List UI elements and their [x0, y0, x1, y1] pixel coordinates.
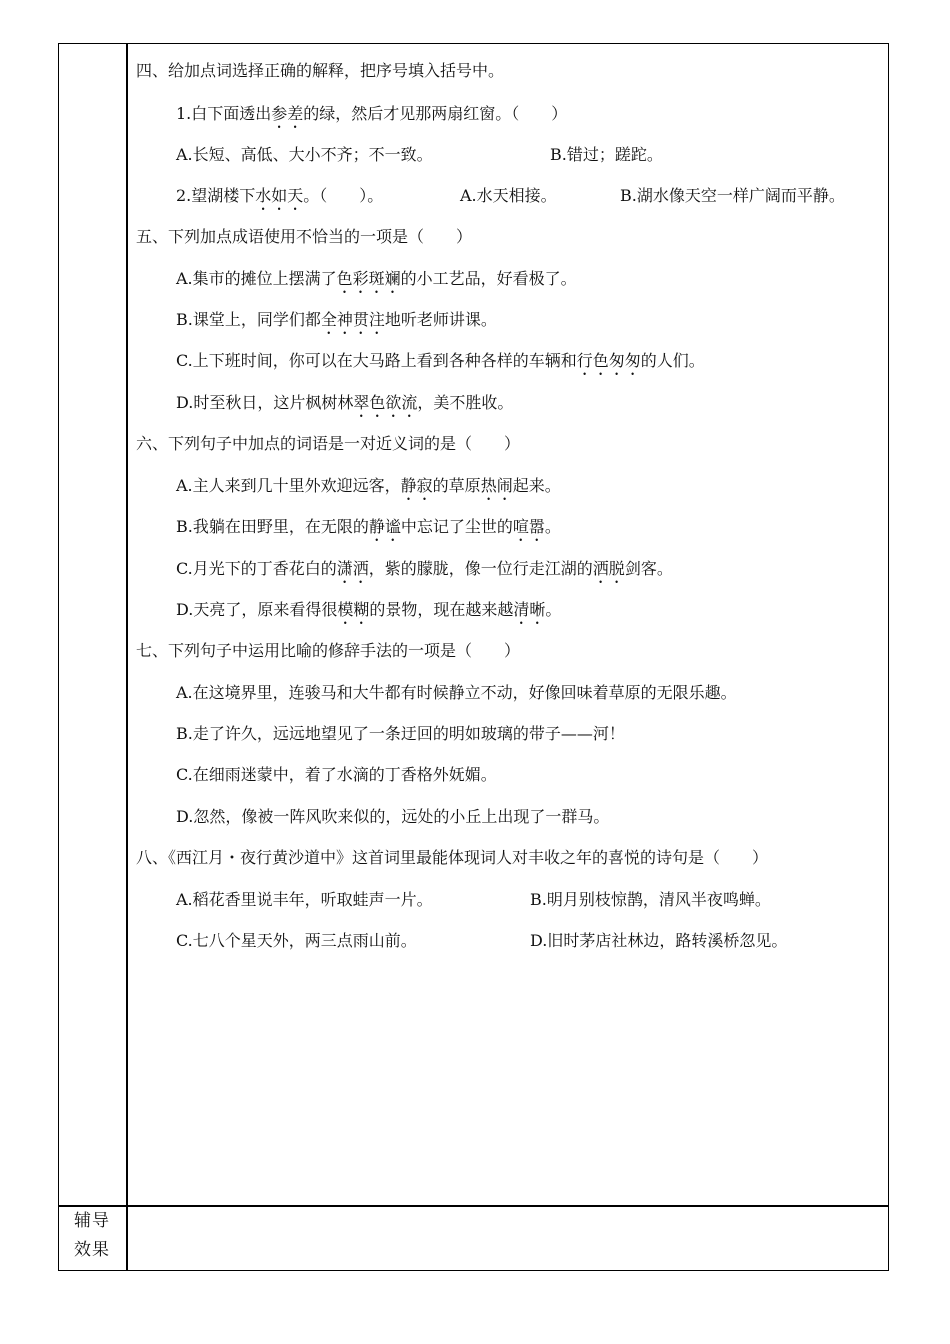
q5-option-d — [176, 392, 513, 421]
dotted-word: 洒脱 — [592, 559, 625, 578]
q4-item1 — [176, 103, 567, 132]
text: D.天亮了，原来看得很 — [176, 600, 338, 619]
text: 1.白下面透出 — [176, 104, 272, 123]
text: C.上下班时间，你可以在大马路上看到各种各样的车辆和 — [176, 351, 577, 370]
dotted-word: 水如天 — [255, 186, 304, 205]
dotted-word: 行色匆匆 — [576, 351, 641, 370]
q7-heading: 七、下列句子中运用比喻的修辞手法的一项是（ ） — [136, 641, 521, 660]
q7-option-d: D.忽然，像被一阵风吹来似的，远处的小丘上出现了一群马。 — [176, 807, 610, 826]
text: 的人们。 — [640, 351, 705, 370]
text: D.时至秋日，这片枫树林 — [176, 393, 354, 412]
text: 起来。 — [512, 476, 561, 495]
text: A.集市的摊位上摆满了 — [176, 269, 337, 288]
dotted-word: 翠色欲流 — [353, 393, 418, 412]
text: C.月光下的丁香花白的 — [176, 559, 337, 578]
text: 。（ ）。 — [303, 186, 384, 205]
q6-heading: 六、下列句子中加点的词语是一对近义词的是（ ） — [136, 434, 521, 453]
q4-option-a: A.长短、高低、大小不齐；不一致。 — [176, 145, 433, 164]
text: ，美不胜收。 — [417, 393, 514, 412]
q7-option-b: B.走了许久，远远地望见了一条迂回的明如玻璃的带子——河！ — [176, 724, 625, 743]
dotted-word: 静寂 — [400, 476, 433, 495]
text: 的景物，现在越来越 — [369, 600, 514, 619]
q5-option-b — [176, 309, 497, 338]
text: 剑客。 — [624, 559, 673, 578]
text: 的小工艺品，好看极了。 — [400, 269, 577, 288]
dotted-word: 热闹 — [480, 476, 513, 495]
q8-option-d: D.旧时茅店社林边，路转溪桥忽见。 — [530, 931, 788, 950]
q8-option-a: A.稻花香里说丰年，听取蛙声一片。 — [176, 890, 433, 909]
dotted-word: 色彩斑斓 — [336, 269, 401, 288]
dotted-word: 潇洒 — [336, 559, 369, 578]
text: 的草原 — [432, 476, 481, 495]
text: ，紫的朦胧，像一位行走江湖的 — [368, 559, 593, 578]
q4-item2 — [176, 185, 383, 214]
q4-item2-option-a: A.水天相接。 — [460, 186, 557, 205]
q8-option-c: C.七八个星天外，两三点雨山前。 — [176, 931, 417, 950]
q6-option-a — [176, 475, 561, 504]
text: 2.望湖楼下 — [176, 186, 256, 205]
text: 。 — [544, 517, 561, 536]
tutoring-effect-label — [58, 1207, 126, 1271]
label-line-2: 效果 — [74, 1240, 110, 1260]
label-line-1: 辅导 — [74, 1211, 110, 1231]
dotted-word: 静谧 — [368, 517, 401, 536]
q7-option-a: A.在这境界里，连骏马和大牛都有时候静立不动，好像回味着草原的无限乐趣。 — [176, 683, 737, 702]
dotted-word: 全神贯注 — [320, 310, 385, 329]
q5-option-c — [176, 350, 705, 379]
text: 。 — [545, 600, 562, 619]
dotted-word: 清晰 — [513, 600, 546, 619]
dotted-word: 参差 — [271, 104, 304, 123]
text: 地听老师讲课。 — [384, 310, 497, 329]
q4-heading: 四、给加点词选择正确的解释，把序号填入括号中。 — [136, 61, 505, 80]
text: A.主人来到几十里外欢迎远客， — [176, 476, 401, 495]
q8-option-b: B.明月别枝惊鹊，清风半夜鸣蝉。 — [530, 890, 771, 909]
text: 的绿，然后才见那两扇红窗。（ ） — [303, 104, 568, 123]
q5-heading: 五、下列加点成语使用不恰当的一项是（ ） — [136, 227, 473, 246]
text: B.我躺在田野里，在无限的 — [176, 517, 369, 536]
dotted-word: 喧嚣 — [512, 517, 545, 536]
q6-option-c — [176, 558, 673, 587]
text: 中忘记了尘世的 — [400, 517, 513, 536]
q7-option-c: C.在细雨迷蒙中，着了水滴的丁香格外妩媚。 — [176, 765, 497, 784]
q4-item2-option-b: B.湖水像天空一样广阔而平静。 — [620, 186, 845, 205]
row-divider — [58, 1205, 889, 1207]
q4-option-b: B.错过；蹉跎。 — [550, 145, 663, 164]
q5-option-a — [176, 268, 577, 297]
q6-option-d — [176, 599, 561, 628]
column-divider — [126, 43, 128, 1271]
dotted-word: 模糊 — [337, 600, 370, 619]
text: B.课堂上，同学们都 — [176, 310, 321, 329]
q6-option-b — [176, 516, 561, 545]
q8-heading: 八、《西江月・夜行黄沙道中》这首词里最能体现词人对丰收之年的喜悦的诗句是（ ） — [136, 848, 769, 867]
